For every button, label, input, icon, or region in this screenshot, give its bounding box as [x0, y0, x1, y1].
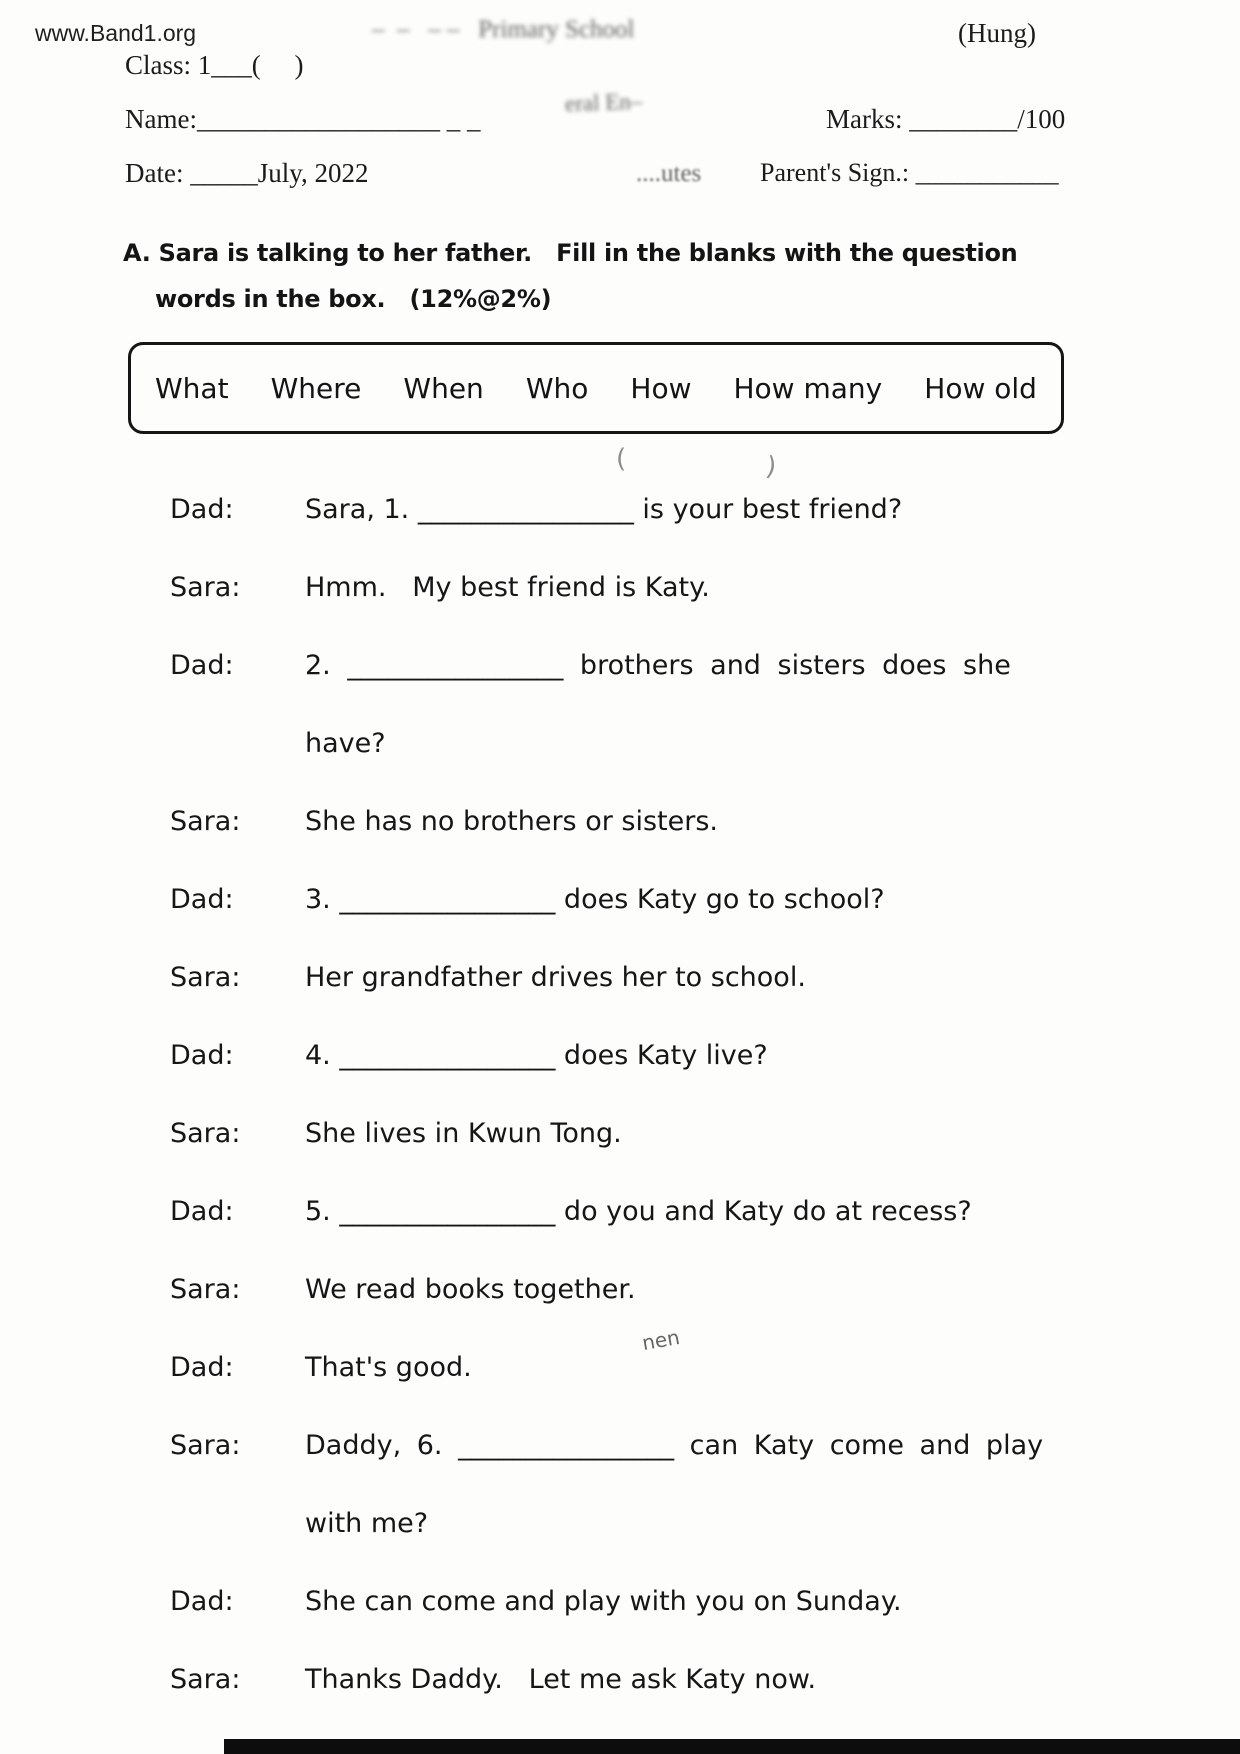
dialogue-text: 4. ________________ does Katy live? [305, 1040, 768, 1071]
dialogue-text: with me? [305, 1508, 429, 1539]
faint-subject-line: eral En– [564, 88, 643, 117]
word-option: How old [924, 371, 1037, 405]
dialogue-row [170, 1430, 1080, 1508]
word-option: How [630, 371, 692, 405]
dialogue-row [170, 1352, 1080, 1430]
dialogue-row [170, 962, 1080, 1040]
speaker-label: Dad: [170, 1352, 234, 1383]
dialogue-text: That's good. [305, 1352, 472, 1383]
stray-pencil-mark: nen [640, 1324, 682, 1356]
dialogue-text: 3. ________________ does Katy go to school? [305, 884, 885, 915]
speaker-label: Dad: [170, 1586, 234, 1617]
faint-paren-close: ) [763, 451, 779, 483]
faint-minutes-text: ....utes [636, 160, 702, 187]
dialogue-text: Her grandfather drives her to school. [305, 962, 806, 993]
word-option: Who [525, 371, 589, 405]
word-option: When [403, 371, 484, 405]
dialogue-row [170, 728, 1080, 806]
faint-school-name: – – – – Primary School [372, 16, 635, 43]
faint-paren-open: ( [616, 444, 627, 474]
speaker-label: Sara: [170, 962, 241, 993]
dialogue-block [170, 494, 1080, 1742]
word-option: What [155, 371, 229, 405]
dialogue-row [170, 1664, 1080, 1742]
dialogue-text: We read books together. [305, 1274, 636, 1305]
dialogue-row [170, 884, 1080, 962]
dialogue-text: She can come and play with you on Sunday. [305, 1586, 902, 1617]
dialogue-row [170, 1118, 1080, 1196]
dialogue-row [170, 572, 1080, 650]
word-option: Where [270, 371, 362, 405]
section-a-heading-line2: words in the box. (12%@2%) [155, 285, 552, 313]
dialogue-row [170, 1274, 1080, 1352]
dialogue-text: Thanks Daddy. Let me ask Katy now. [305, 1664, 817, 1695]
speaker-label: Dad: [170, 1196, 234, 1227]
dialogue-text: She has no brothers or sisters. [305, 806, 718, 837]
speaker-label: Dad: [170, 494, 234, 525]
dialogue-row [170, 494, 1080, 572]
speaker-label: Dad: [170, 650, 234, 681]
dialogue-row [170, 650, 1080, 728]
watermark-url: www.Band1.org [35, 20, 197, 46]
speaker-label: Sara: [170, 1430, 241, 1461]
class-field: Class: 1___( ) [125, 50, 304, 80]
speaker-label: Sara: [170, 806, 241, 837]
dialogue-text: She lives in Kwun Tong. [305, 1118, 622, 1149]
dialogue-row [170, 1040, 1080, 1118]
dialogue-row [170, 806, 1080, 884]
marks-field: Marks: ________/100 [826, 104, 1066, 134]
scan-artifact-bar [224, 1739, 1240, 1754]
section-a-heading-line1: A. Sara is talking to her father. Fill in the blanks with the question [123, 239, 1018, 267]
parent-sign-field: Parent's Sign.: ___________ [760, 158, 1059, 187]
name-field: Name:__________________ _ _ [125, 104, 481, 134]
dialogue-row [170, 1508, 1080, 1586]
section-a-heading [123, 230, 1017, 322]
marker-tag: (Hung) [958, 18, 1036, 48]
question-words-box [128, 342, 1064, 434]
speaker-label: Sara: [170, 1118, 241, 1149]
dialogue-text: 5. ________________ do you and Katy do at recess? [305, 1196, 972, 1227]
speaker-label: Dad: [170, 1040, 234, 1071]
speaker-label: Dad: [170, 884, 234, 915]
dialogue-row [170, 1586, 1080, 1664]
speaker-label: Sara: [170, 572, 241, 603]
speaker-label: Sara: [170, 1664, 241, 1695]
word-option: How many [733, 371, 883, 405]
speaker-label: Sara: [170, 1274, 241, 1305]
dialogue-text: have? [305, 728, 386, 759]
dialogue-text: Hmm. My best friend is Katy. [305, 572, 710, 603]
dialogue-text: 2. ________________ brothers and sisters does she [305, 650, 1011, 681]
dialogue-text: Daddy, 6. ________________ can Katy come and play [305, 1430, 1044, 1461]
dialogue-text: Sara, 1. ________________ is your best friend? [305, 494, 903, 525]
dialogue-row [170, 1196, 1080, 1274]
date-field: Date: _____July, 2022 [125, 158, 369, 188]
